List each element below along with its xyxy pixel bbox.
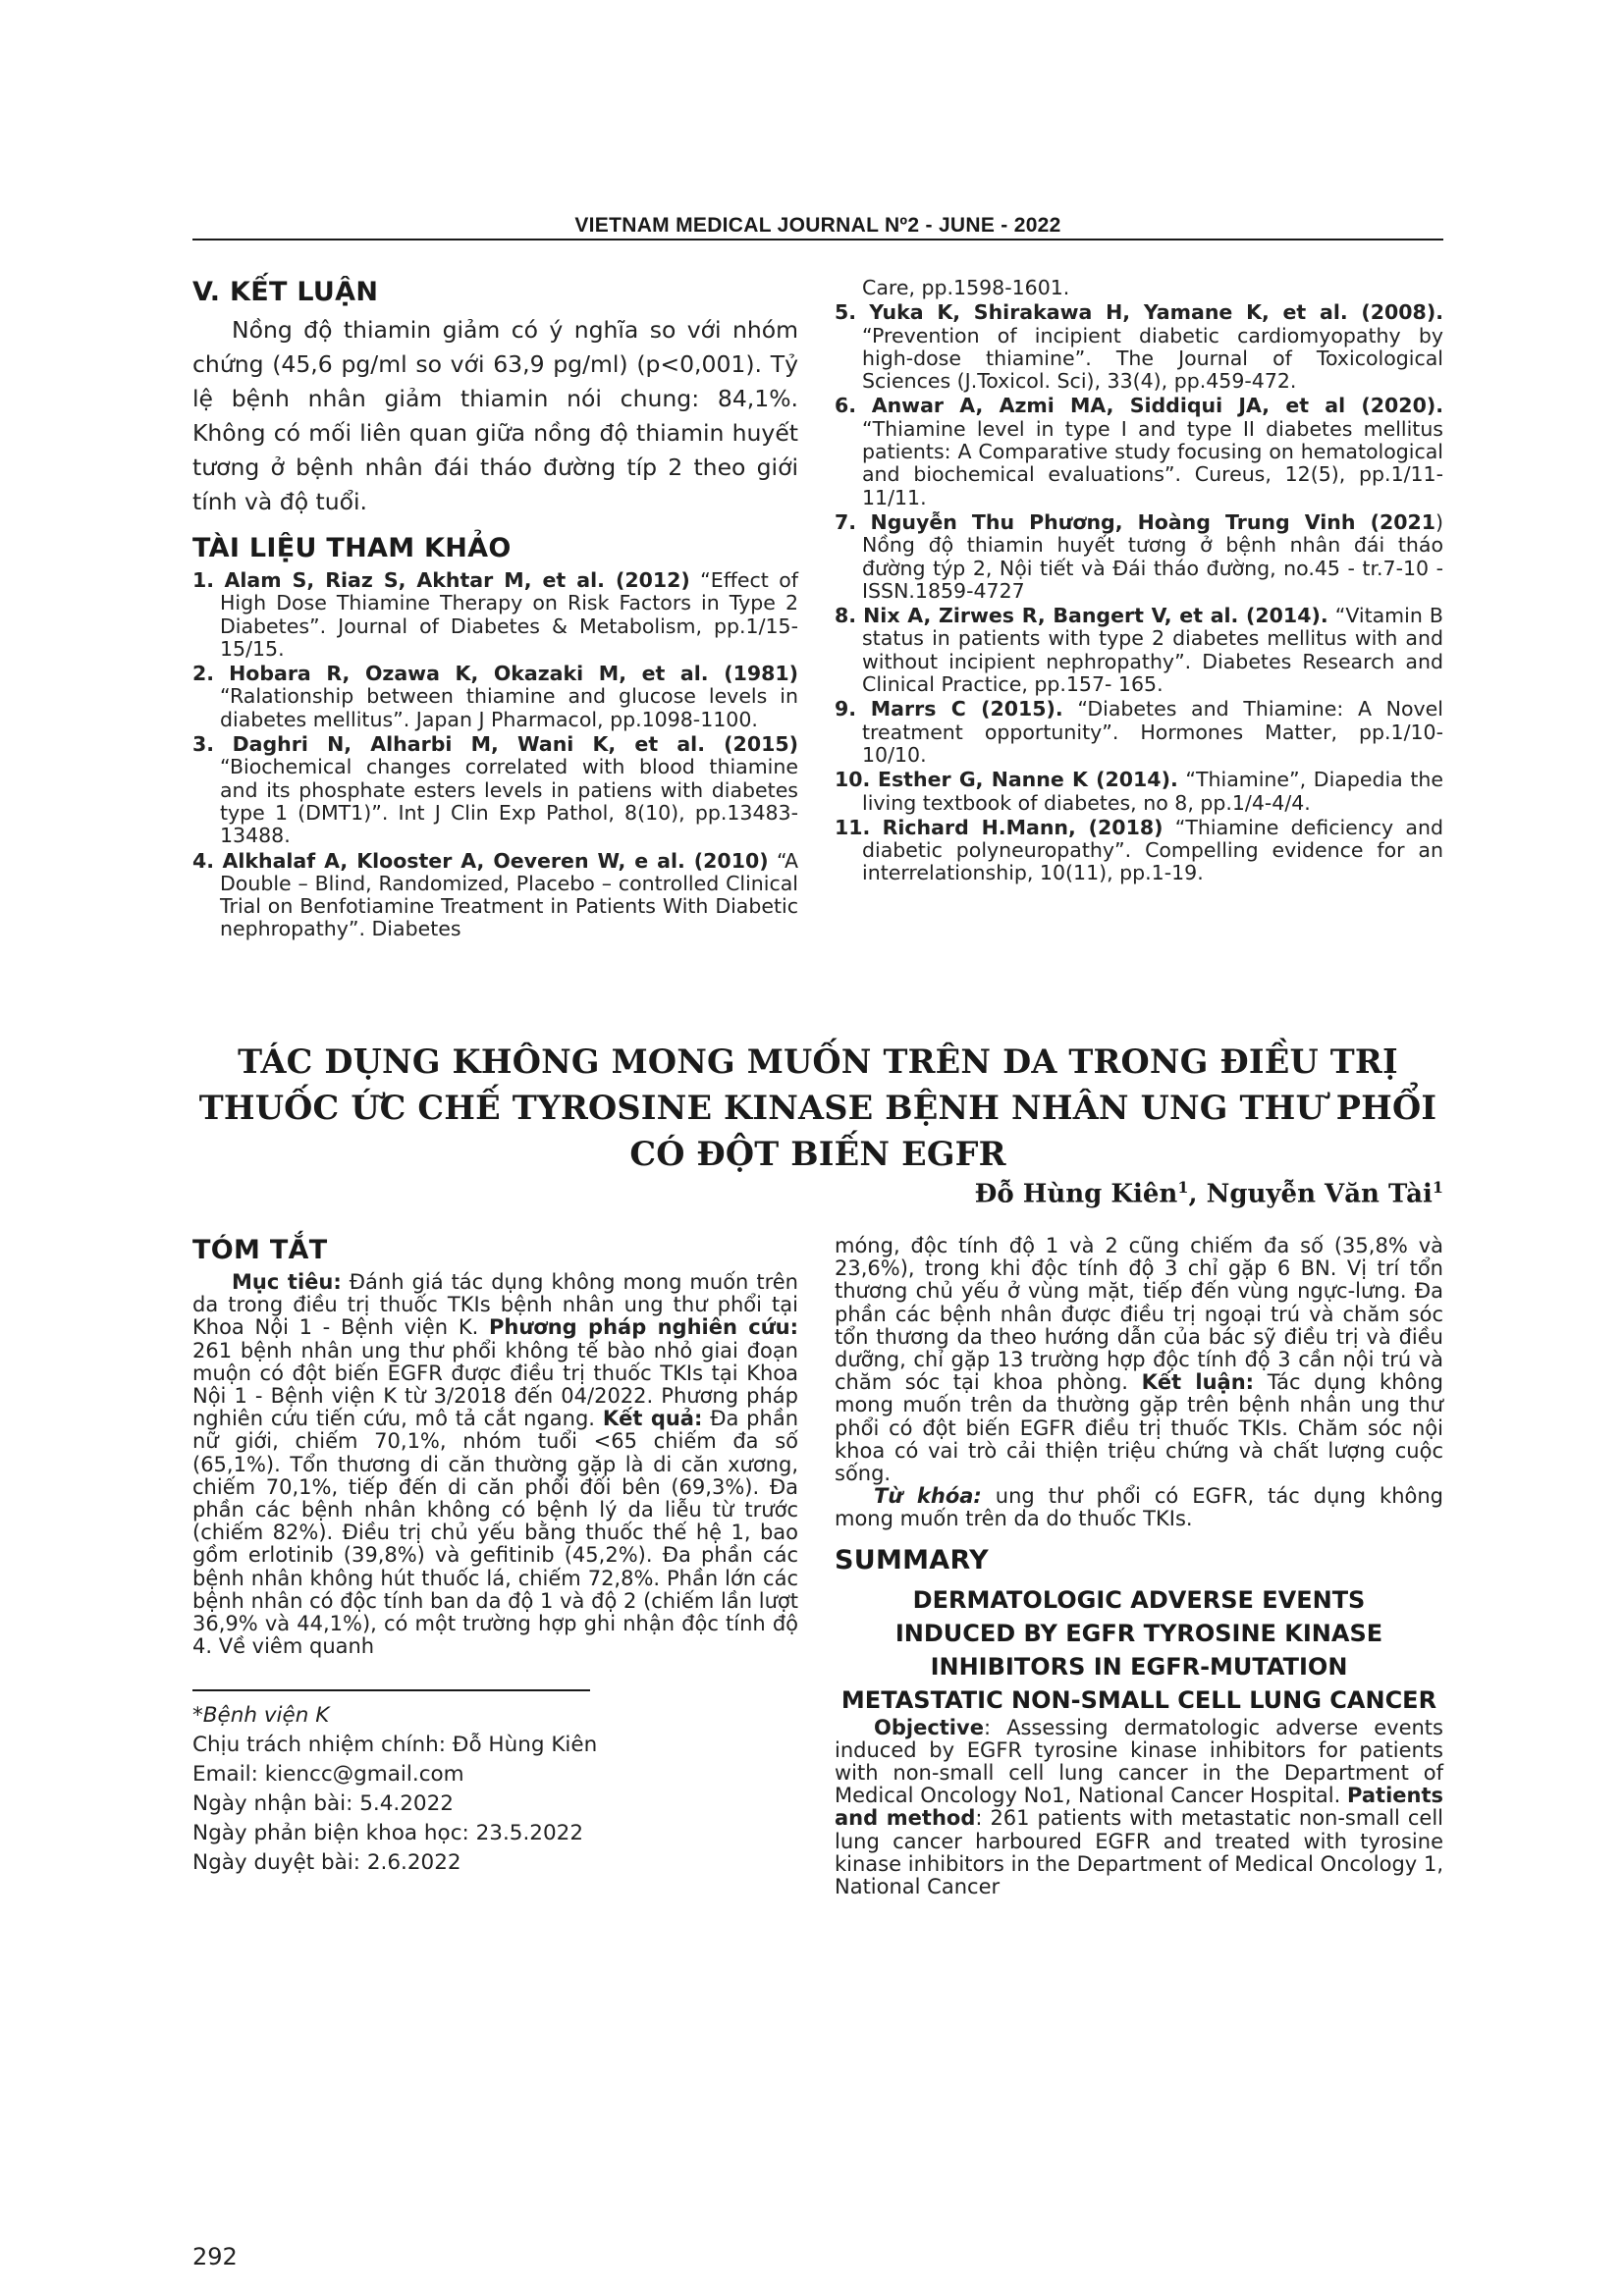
summary-heading: SUMMARY: [835, 1544, 989, 1575]
article-authors: [975, 1178, 1443, 1209]
summary-text: Objective: Assessing dermatologic adverse events induced by EGFR tyrosine kinase inhibitors for patients with non-small cell lung cancer in the Department of Medical Oncology No1, National Cancer Hospital. Patients and method: 261 patients with metastatic non-small cell lung cancer harboured EGFR and treated with tyrosine kinase inhibitors in the Department of Medical Oncology 1, National Cancer: [835, 1715, 1444, 1899]
reference-item: 7. Nguyễn Thu Phương, Hoàng Trung Vinh (2021) Nồng độ thiamin huyết tương ở bệnh nhân đái tháo đường týp 2, Nội tiết và Đái tháo đường, no.45 - tr.7-10 - ISSN.1859-4727: [835, 509, 1443, 603]
reference-item: 6. Anwar A, Azmi MA, Siddiqui JA, et al (2020). “Thiamine level in type I and type II diabetes mellitus patients: A Comparative study focusing on hematological and biochemical evaluations”. Cureus, 12(5), pp.1/11-11/11.: [835, 394, 1443, 509]
author-name: Đỗ Hùng Kiên: [974, 1179, 1178, 1209]
right-column-top: [835, 277, 1443, 887]
reference-item: 3. Daghri N, Alharbi M, Wani K, et al. (2015) “Biochemical changes correlated with blood thiamine and its phosphate esters levels in patiens with diabetes type 1 (DMT1)”. Int J Clin Exp Pathol, 8(10), pp.13483-13488.: [192, 732, 798, 848]
reference-item: 8. Nix A, Zirwes R, Bangert V, et al. (2014). “Vitamin B status in patients with type 2 diabetes mellitus with and without incipient nephropathy”. Diabetes Research and Clinical Practice, pp.157- 165.: [835, 604, 1443, 697]
page-number: 292: [192, 2243, 238, 2270]
reference-item: 11. Richard H.Mann, (2018) “Thiamine deficiency and diabetic polyneuropathy”. Compelling evidence for an interrelationship, 10(11), pp.1-19.: [835, 815, 1443, 885]
conclusion-text: Nồng độ thiamin giảm có ý nghĩa so với nhóm chứng (45,6 pg/ml so với 63,9 pg/ml) (p<0,001). Tỷ lệ bệnh nhân giảm thiamin nói chung: 84,1%. Không có mối liên quan giữa nồng độ thiamin huyết tương ở bệnh nhân đái tháo đường típ 2 theo giới tính và độ tuổi.: [192, 316, 798, 515]
author-affiliation-mark: 1: [1432, 1178, 1443, 1197]
references-heading: TÀI LIỆU THAM KHẢO: [192, 533, 512, 563]
abstract-text: Mục tiêu: Đánh giá tác dụng không mong muốn trên da trong điều trị thuốc TKIs bệnh nhân ung thư phổi tại Khoa Nội 1 - Bệnh viện K. Phương pháp nghiên cứu: 261 bệnh nhân ung thư phổi không tế bào nhỏ giai đoạn muộn có đột biến EGFR được điều trị thuốc TKIs tại Khoa Nội 1 - Bệnh viện K từ 3/2018 đến 04/2022. Phương pháp nghiên cứu tiến cứu, mô tả cắt ngang. Kết quả: Đa phần nữ giới, chiếm 70,1%, nhóm tuổi <65 chiếm đa số (65,1%). Tổn thương di căn thường gặp là di căn xương, chiếm 70,1%, tiếp đến di căn phổi đối bên (69,3%). Đa phần các bệnh nhân không có bệnh lý da liễu từ trước (chiếm 82%). Điều trị chủ yếu bằng thuốc thế hệ 1, bao gồm erlotinib (39,8%) và gefitinib (45,2%). Đa phần các bệnh nhân không hút thuốc lá, chiếm 72,8%. Phần lớn các bệnh nhân có độc tính ban da độ 1 và độ 2 (chiếm lần lượt 36,9% và 44,1%), có một trường hợp ghi nhận độc tính độ 4. Về viêm quanh: [192, 1270, 799, 1659]
footnote-responsible: Chịu trách nhiệm chính: Đỗ Hùng Kiên: [192, 1733, 598, 1758]
conclusion-heading: V. KẾT LUẬN: [192, 277, 379, 307]
article-title: [192, 1039, 1443, 1177]
left-column-top: [192, 277, 798, 943]
reference-item: 5. Yuka K, Shirakawa H, Yamane K, et al. (2008). “Prevention of incipient diabetic cardiomyopathy by high-dose thiamine”. The Journal of Toxicological Sciences (J.Toxicol. Sci), 33(4), pp.459-472.: [835, 300, 1443, 394]
journal-header: VIETNAM MEDICAL JOURNAL Nº2 - JUNE - 2022: [574, 214, 1061, 237]
reference-item: 2. Hobara R, Ozawa K, Okazaki M, et al. (1981) “Ralationship between thiamine and glucose levels in diabetes mellitus”. Japan J Pharmacol, pp.1098-1100.: [192, 662, 798, 731]
abstract-heading: TÓM TẮT: [192, 1235, 328, 1265]
author-separator: ,: [1188, 1179, 1207, 1209]
footnote-received: Ngày nhận bài: 5.4.2022: [192, 1791, 454, 1817]
summary-title: DERMATOLOGIC ADVERSE EVENTS INDUCED BY EGFR TYROSINE KINASE INHIBITORS IN EGFR-MUTATION METASTATIC NON-SMALL CELL LUNG CANCER: [840, 1585, 1437, 1714]
footnote-affiliation: *Bệnh viện K: [192, 1703, 330, 1729]
article-title-line: THUỐC ỨC CHẾ TYROSINE KINASE BỆNH NHÂN UNG THƯ PHỔI: [198, 1089, 1437, 1127]
abstract-text-continued: móng, độc tính độ 1 và 2 cũng chiếm đa số (35,8% và 23,6%), trong khi độc tính độ 3 chỉ gặp 6 BN. Vị trí tổn thương chủ yếu ở vùng mặt, tiếp đến vùng ngực-lưng. Đa phần các bệnh nhân được điều trị ngoại trú và chăm sóc tổn thương da theo hướng dẫn của bác sỹ điều trị và điều dưỡng, chỉ gặp 13 trường hợp độc tính độ 3 cần nội trú và chăm sóc tại khoa phòng. Kết luận: Tác dụng không mong muốn trên da thường gặp trên bệnh nhân ung thư phổi có đột biến EGFR điều trị thuốc TKIs. Chăm sóc nội khoa có vai trò cải thiện triệu chứng và chất lượng cuộc sống.: [835, 1234, 1443, 1486]
footnote-approved: Ngày duyệt bài: 2.6.2022: [192, 1850, 461, 1876]
reference-item: 1. Alam S, Riaz S, Akhtar M, et al. (2012) “Effect of High Dose Thiamine Therapy on Risk Factors in Type 2 Diabetes”. Journal of Diabetes & Metabolism, pp.1/15-15/15.: [192, 568, 798, 661]
footnote-email: Email: kiencc@gmail.com: [192, 1762, 464, 1788]
footnote-rule: [192, 1689, 590, 1691]
reference-item: 4. Alkhalaf A, Klooster A, Oeveren W, e al. (2010) “A Double – Blind, Randomized, Placebo – controlled Clinical Trial on Benfotiamine Treatment in Patients With Diabetic nephropathy”. Diabetes: [192, 848, 798, 941]
article-title-line: TÁC DỤNG KHÔNG MONG MUỐN TRÊN DA TRONG ĐIỀU TRỊ: [238, 1042, 1398, 1081]
reference-list-right: [835, 301, 1443, 884]
reference-item: 10. Esther G, Nanne K (2014). “Thiamine”, Diapedia the living textbook of diabetes, no 8, pp.1/4-4/4.: [835, 768, 1443, 815]
reference-list-left: [192, 569, 798, 941]
right-column-bottom: [835, 1235, 1443, 1898]
author-name: Nguyễn Văn Tài: [1206, 1179, 1433, 1209]
left-column-bottom: [192, 1235, 798, 1878]
reference-continuation: Care, pp.1598-1601.: [862, 276, 1070, 299]
author-affiliation-mark: 1: [1177, 1178, 1189, 1197]
header-rule: [192, 239, 1443, 240]
article-title-line: CÓ ĐỘT BIẾN EGFR: [629, 1135, 1006, 1173]
reference-item: 9. Marrs C (2015). “Diabetes and Thiamine: A Novel treatment opportunity”. Hormones Matter, pp.1/10- 10/10.: [835, 697, 1443, 767]
footnote-reviewed: Ngày phản biện khoa học: 23.5.2022: [192, 1821, 584, 1846]
keywords: Từ khóa: ung thư phổi có EGFR, tác dụng không mong muốn trên da do thuốc TKIs.: [835, 1484, 1443, 1531]
